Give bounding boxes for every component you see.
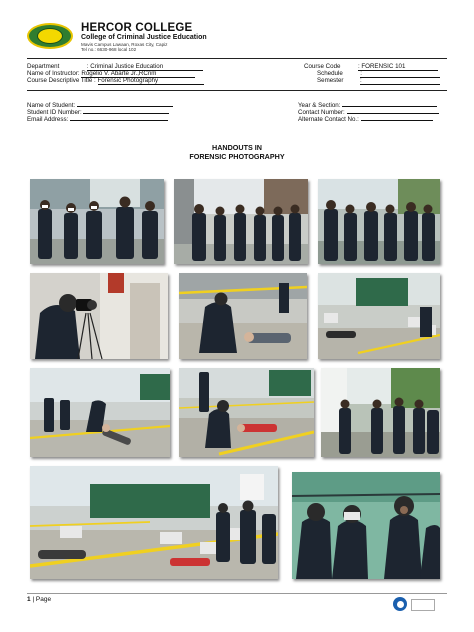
contact-number-field[interactable] [347,107,439,114]
certification-mark-icon [411,599,435,611]
instructor-value: Rogelio V. Abarte Jr.,RCrim [81,70,195,78]
student-id-field[interactable] [83,107,169,114]
photo-classroom-scene-reenactment [30,368,170,457]
college-name: HERCOR COLLEGE [81,22,193,34]
handout-title-line1: HANDOUTS IN [212,143,262,152]
email-field[interactable] [70,114,168,121]
year-section-field[interactable] [342,100,437,107]
contact-number-label: Contact Number: [298,109,345,116]
photo-investigator-crouching-scene [179,368,314,457]
email-label: Email Address: [27,116,69,123]
department-label: Department [27,63,60,70]
info-divider [27,90,447,91]
semester-row [317,77,440,85]
page-number: 1 [27,596,31,603]
instructor-label: Name of Instructor: [27,70,80,77]
descriptive-title-label: Course Descriptive Title : [27,77,96,84]
footer-divider [27,593,447,594]
course-code-label: Course Code [304,63,341,70]
descriptive-title-row [27,77,204,85]
alternate-contact-row[interactable] [298,114,433,123]
header-divider [27,58,447,59]
photo-students-group-campus [318,179,440,264]
photo-classroom-crime-scene [318,273,440,359]
college-subtitle: College of Criminal Justice Education [81,34,207,41]
student-name-label: Name of Student: [27,102,76,109]
email-row[interactable] [27,114,168,123]
semester-label: Semester [317,77,344,84]
accreditation-logo-icon [393,597,407,611]
photo-students-briefing [30,179,164,264]
photo-students-outdoor-standing [321,368,440,457]
department-value: : Criminal Justice Education [87,63,203,71]
course-code-value: : FORENSIC 101 [358,63,438,71]
photo-photographer-with-camera [30,273,168,359]
page-label: | Page [32,596,52,603]
alternate-contact-field[interactable] [361,114,433,121]
alternate-contact-label: Alternate Contact No.: [298,116,359,123]
handout-title-line2: FORENSIC PHOTOGRAPHY [189,152,285,161]
photo-students-examining-evidence [292,472,440,579]
logo-seal [37,28,63,44]
college-phone: Tel no.: 6630-968 local 102 [81,47,137,52]
photo-crime-scene-tape-interior [179,273,307,359]
student-name-field[interactable] [77,100,173,107]
college-logo [27,23,73,49]
schedule-value: : [360,70,440,78]
student-id-label: Student ID Number: [27,109,82,116]
photo-students-lineup-hallway [174,179,308,264]
page-footer [27,596,51,603]
year-section-label: Year & Section: [298,102,341,109]
descriptive-title-value: Forensic Photography [98,77,204,85]
photo-classroom-caution-tape-wide [30,466,278,579]
semester-value: : [360,77,440,85]
college-address: Mavis Campus Lawaan, Roxas City, Capiz [81,42,168,47]
schedule-label: Schedule [317,70,343,77]
